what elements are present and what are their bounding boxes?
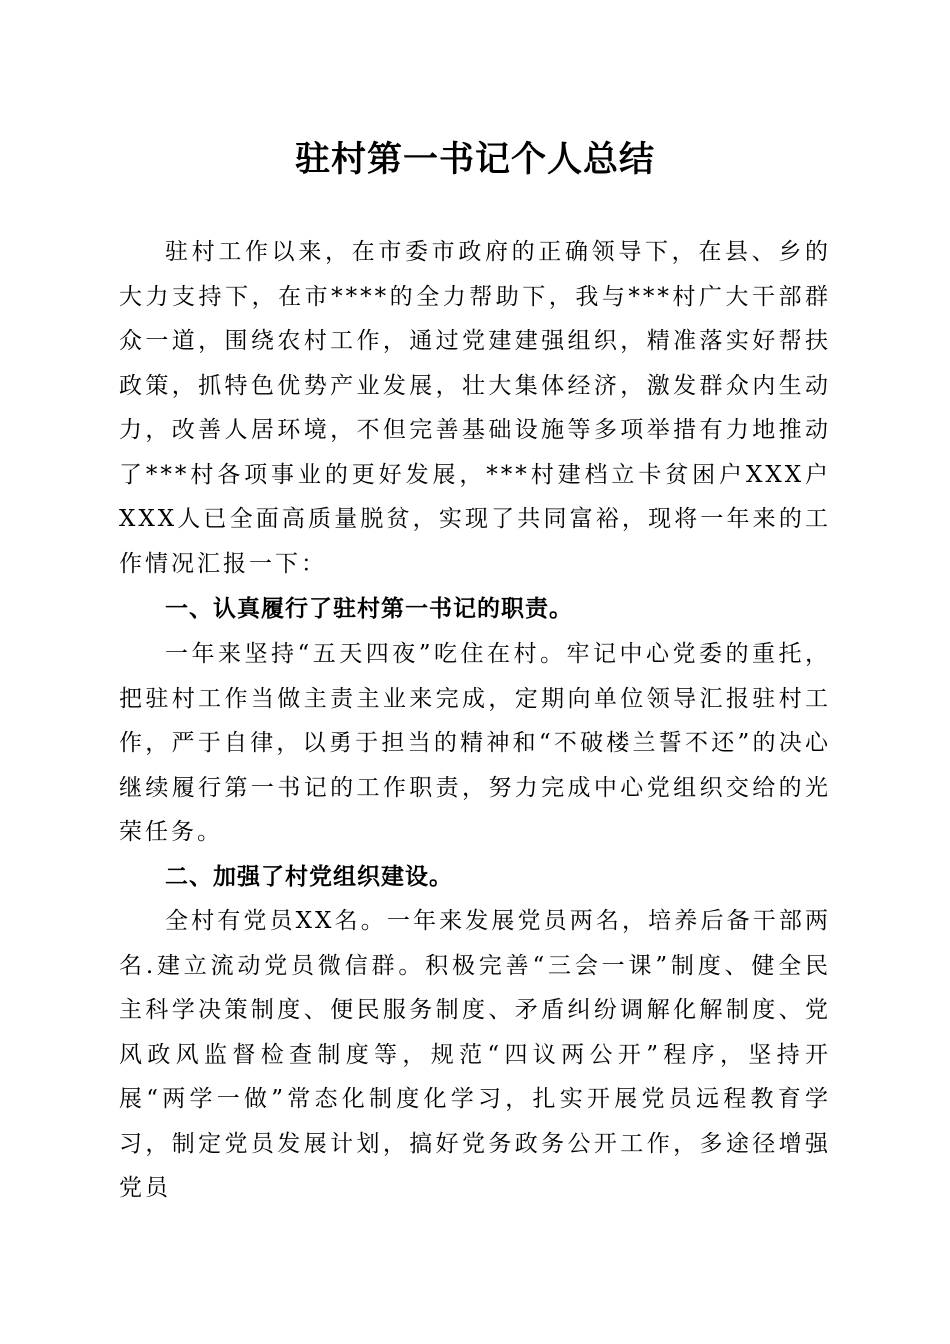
paragraph-intro: 驻村工作以来，在市委市政府的正确领导下，在县、乡的大力支持下，在市****的全力帮助下，我与***村广大干部群众一道，围绕农村工作，通过党建建强组织，精准落实好帮扶政策，抓特色优势产业发展，壮大集体经济，激发群众内生动力，改善人居环境，不但完善基础设施等多项举措有力地推动了***村各项事业的更好发展，***村建档立卡贫困户XXX户XXX人已全面高质量脱贫，实现了共同富裕，现将一年来的工作情况汇报一下： <box>119 239 831 577</box>
paragraph-section-2: 全村有党员XX名。一年来发展党员两名，培养后备干部两名.建立流动党员微信群。积极完善“三会一课”制度、健全民主科学决策制度、便民服务制度、矛盾纠纷调解化解制度、党风政风监督检查制度等，规范“四议两公开”程序，坚持开展“两学一做”常态化制度化学习，扎实开展党员远程教育学习，制定党员发展计划，搞好党务政务公开工作，多途径增强党员 <box>119 908 831 1201</box>
section-heading-2: 二、加强了村党组织建设。 <box>165 864 453 890</box>
document-title: 驻村第一书记个人总结 <box>294 139 655 180</box>
section-heading-1: 一、认真履行了驻村第一书记的职责。 <box>165 596 573 622</box>
paragraph-section-1: 一年来坚持“五天四夜”吃住在村。牢记中心党委的重托，把驻村工作当做主责主业来完成，定期向单位领导汇报驻村工作，严于自律，以勇于担当的精神和“不破楼兰誓不还”的决心继续履行第一书记的工作职责，努力完成中心党组织交给的光荣任务。 <box>119 641 831 845</box>
